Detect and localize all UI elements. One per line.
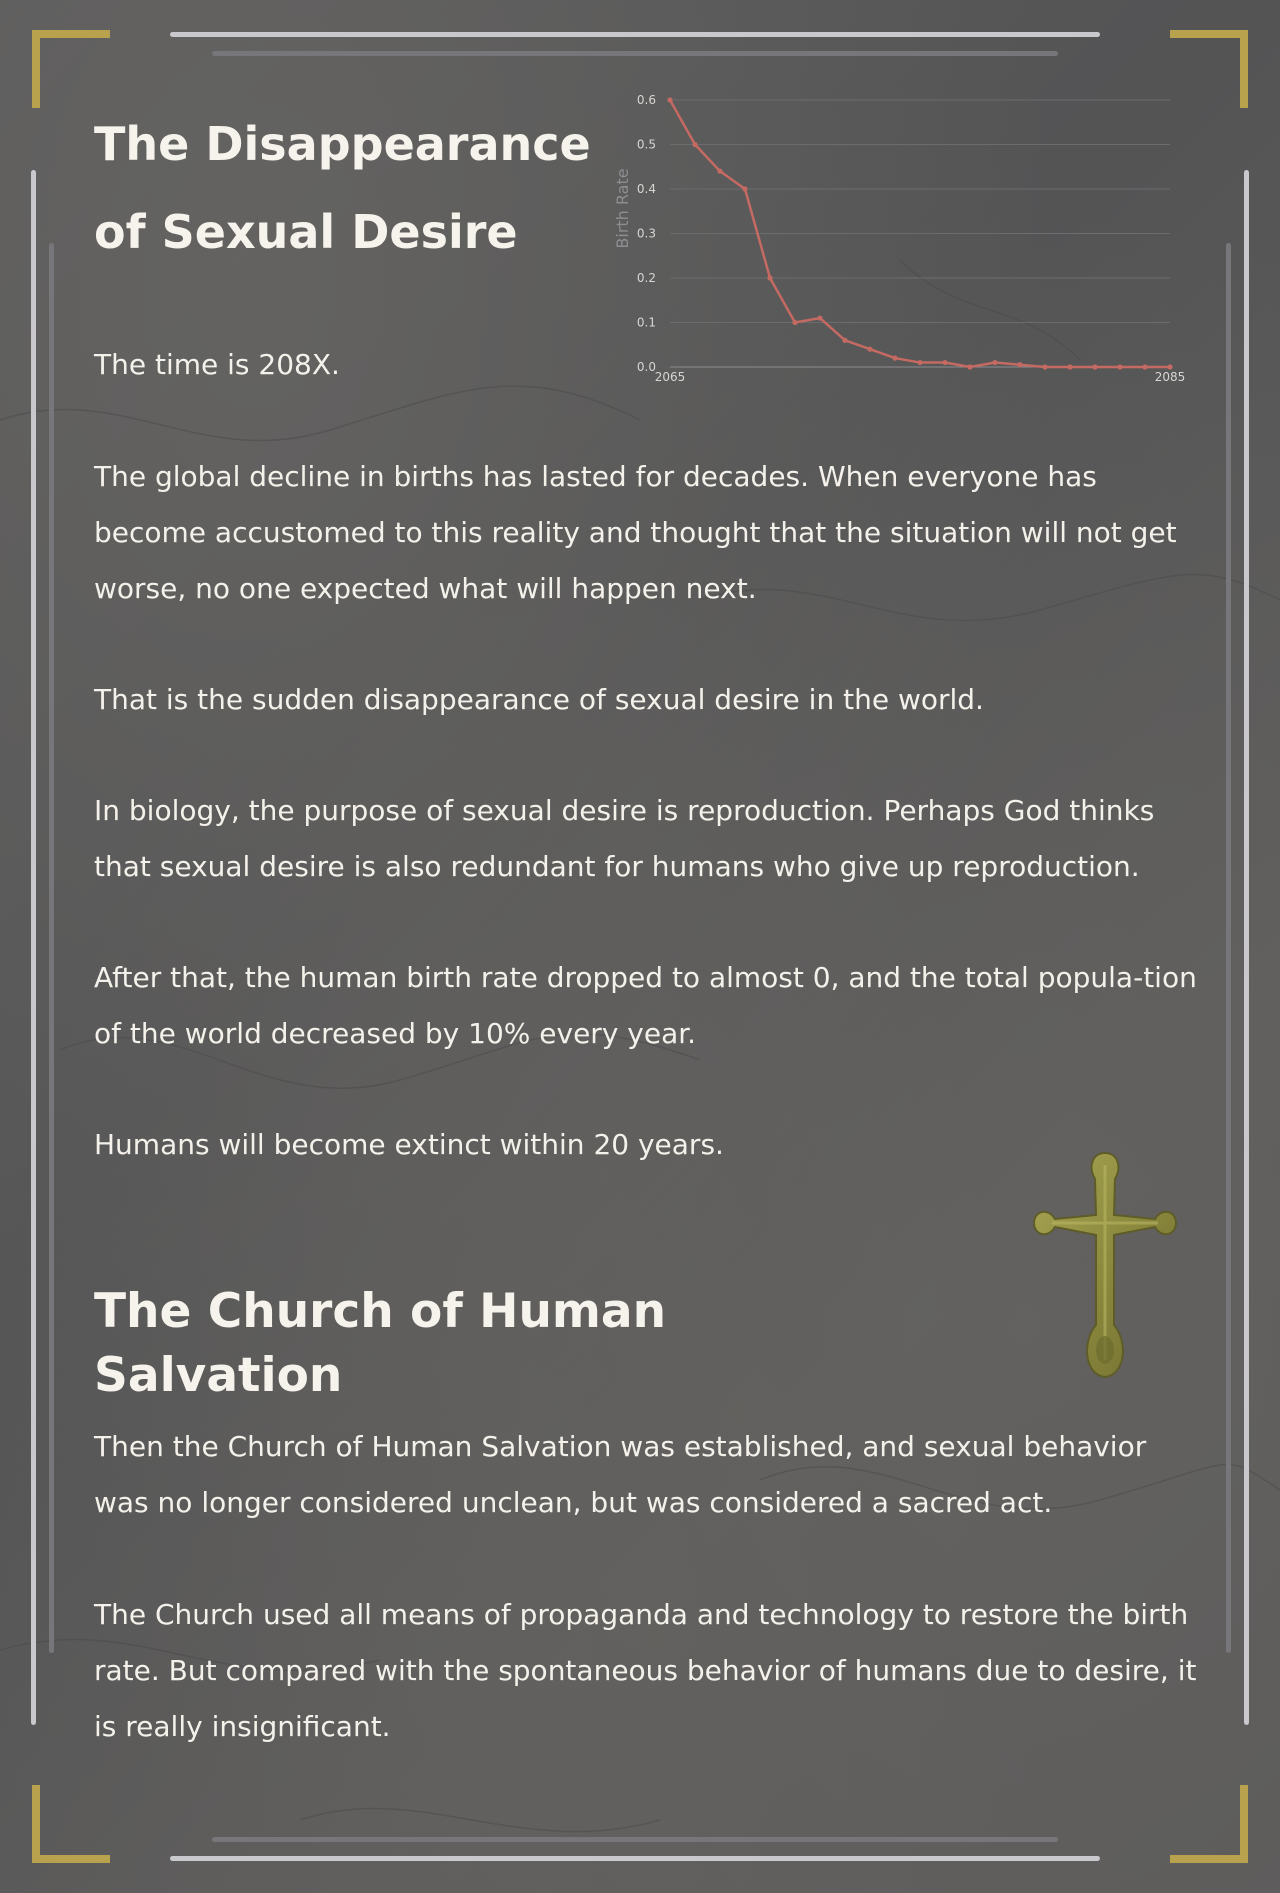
bottom-border-line-inner [212,1837,1058,1842]
top-border-line-inner [212,51,1058,56]
cross-icon [1030,1145,1180,1395]
chart-y-axis-label: Birth Rate [613,168,632,249]
chart-data-point [692,142,697,147]
chart-x-tick-label: 2065 [654,370,686,384]
paragraph-time: The time is 208X. [94,348,340,381]
paragraph-church-established: Then the Church of Human Salvation was established, and sexual behavior was no longer considered unclean, but was considered a sacred act. [94,1430,1147,1519]
corner-ornament-top-left [32,30,110,108]
chart-y-tick-label: 0.3 [636,226,656,241]
bottom-border-line [170,1856,1100,1861]
chart-y-tick-label: 0.6 [636,93,656,107]
paragraph-disappearance: That is the sudden disappearance of sexual desire in the world. [94,683,984,716]
corner-ornament-bottom-right [1170,1785,1248,1863]
chart-y-tick-label: 0.0 [636,360,656,374]
right-border-line-inner [1226,243,1231,1653]
paragraph-biology: In biology, the purpose of sexual desire is reproduction. Perhaps God thinks that sexual desire is also redundant for humans who give up reproduction. [94,794,1155,883]
chart-data-point [717,169,722,174]
chart-x-tick-label: 2085 [1154,370,1186,384]
chart-data-point [792,320,797,325]
chart-data-point [742,186,747,191]
chart-data-point [667,97,672,102]
left-border-line-inner [49,243,54,1653]
paragraph-extinction: Humans will become extinct within 20 years. [94,1128,724,1161]
right-border-line [1244,170,1249,1725]
top-border-line [170,32,1100,37]
chart-data-point [767,275,772,280]
paragraph-church-propaganda: The Church used all means of propaganda and technology to restore the birth rate. But compared with the spontaneous behavior of humans due to desire, it is really insignificant. [94,1598,1197,1743]
chart-y-tick-label: 0.4 [636,182,656,196]
chart-y-tick-label: 0.2 [636,271,656,285]
corner-ornament-bottom-left [32,1785,110,1863]
chart-data-point [817,315,822,320]
chart-y-tick-label: 0.1 [636,315,656,330]
page-title: The Disappearance of Sexual Desire [94,117,591,259]
chart-y-tick-label: 0.5 [636,137,656,152]
paragraph-birth-rate: After that, the human birth rate dropped to almost 0, and the total popula-tion of the world decreased by 10% every year. [94,961,1197,1050]
section-heading-church: The Church of Human Salvation [94,1284,667,1403]
left-border-line [31,170,36,1725]
paragraph-decline: The global decline in births has lasted for decades. When everyone has become accustomed to this reality and thought that the situation will not get worse, no one expected what will happen next. [94,460,1177,605]
